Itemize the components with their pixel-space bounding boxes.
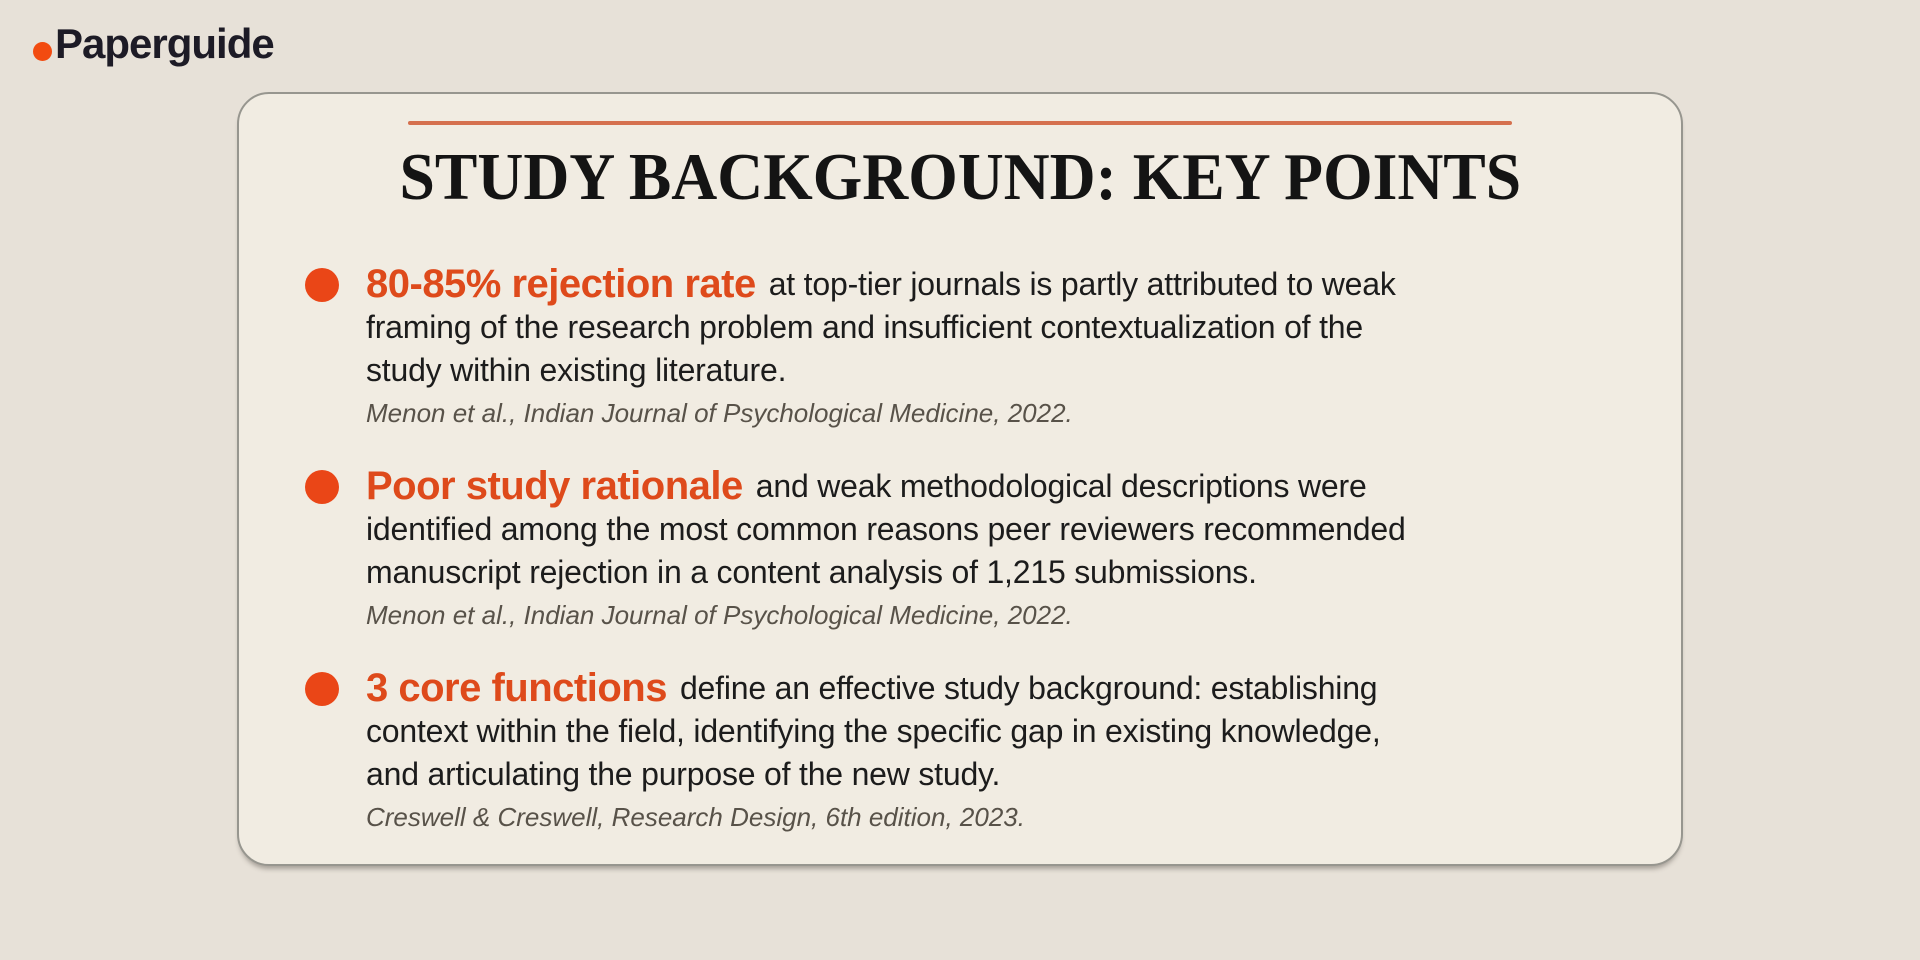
bullet-item-core-functions <box>305 667 1631 833</box>
bullet-dot-icon <box>305 672 339 706</box>
bullet-dot-icon <box>305 268 339 302</box>
bullet-text-line <box>366 263 1396 306</box>
bullet-citation: Menon et al., Indian Journal of Psychological Medicine, 2022. <box>366 600 1073 630</box>
slide-title <box>239 137 1681 217</box>
bullet-citation: Creswell & Creswell, Research Design, 6th edition, 2023. <box>366 802 1025 832</box>
logo-text: Paperguide <box>55 20 274 67</box>
bullet-lead: Poor study rationale <box>366 464 743 508</box>
paperguide-logo <box>33 20 274 68</box>
slide-title-text: STUDY BACKGROUND: KEY POINTS <box>399 140 1521 214</box>
bullet-item-rejection-rate <box>305 263 1631 429</box>
slide-card <box>237 92 1683 866</box>
bullet-text-line: study within existing literature. <box>366 352 787 388</box>
bullet-text-line: and articulating the purpose of the new study. <box>366 756 1001 792</box>
title-accent-rule <box>408 121 1512 125</box>
bullet-text-line <box>366 465 1406 508</box>
bullet-text: define an effective study background: establishing <box>679 670 1378 706</box>
bullet-text-line: framing of the research problem and insufficient contextualization of the <box>366 309 1363 345</box>
bullet-lead: 3 core functions <box>366 666 667 710</box>
bullet-text-line: identified among the most common reasons peer reviewers recommended <box>366 511 1406 547</box>
bullet-text: at top-tier journals is partly attributed to weak <box>768 266 1396 302</box>
bullet-list <box>239 263 1681 833</box>
bullet-lead: 80-85% rejection rate <box>366 262 756 306</box>
bullet-citation: Menon et al., Indian Journal of Psychological Medicine, 2022. <box>366 398 1073 428</box>
logo-dot-icon <box>33 42 52 61</box>
bullet-text: and weak methodological descriptions were <box>755 468 1367 504</box>
bullet-content <box>366 667 1381 833</box>
bullet-text-line: manuscript rejection in a content analysis of 1,215 submissions. <box>366 554 1257 590</box>
bullet-content <box>366 263 1396 429</box>
bullet-text-line <box>366 667 1381 710</box>
bullet-text-line: context within the field, identifying the specific gap in existing knowledge, <box>366 713 1381 749</box>
bullet-dot-icon <box>305 470 339 504</box>
bullet-item-study-rationale <box>305 465 1631 631</box>
bullet-content <box>366 465 1406 631</box>
